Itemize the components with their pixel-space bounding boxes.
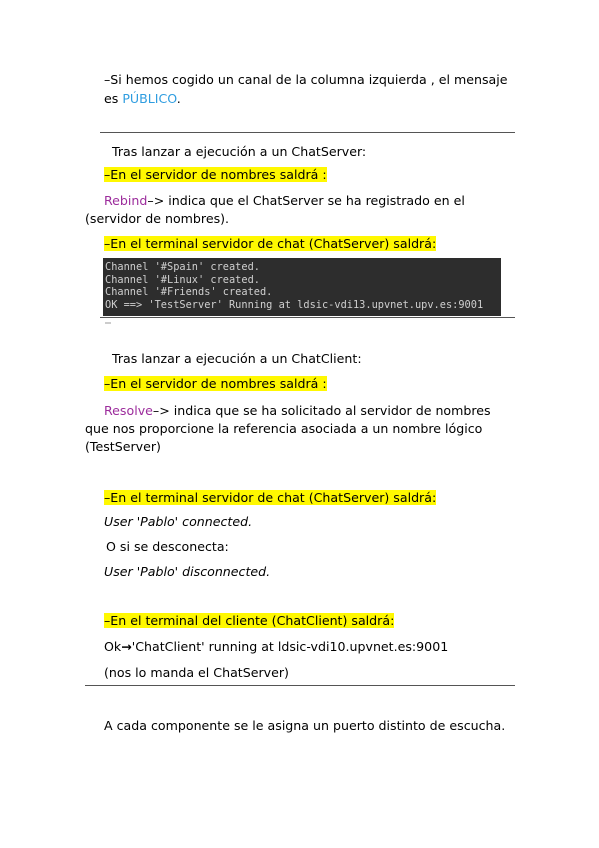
public-message-suffix: .	[176, 91, 181, 106]
public-message-line-1: –Si hemos cogido un canal de la columna izquierda , el mensaje	[104, 72, 508, 87]
public-message-prefix: es	[104, 91, 123, 106]
user-disconnected: User 'Pablo' disconnected.	[104, 564, 271, 579]
ok-running-text: 'ChatClient' running at ldsic-vdi10.upvnet.es:9001	[131, 639, 449, 654]
user-connected: User 'Pablo' connected.	[104, 514, 253, 529]
server-naming-heading-text: –En el servidor de nombres saldrá :	[104, 167, 327, 182]
rebind-line-2: (servidor de nombres).	[85, 211, 230, 226]
ok-prefix: Ok	[104, 639, 122, 654]
rebind-keyword: Rebind	[104, 193, 148, 208]
resolve-description: –> indica que se ha solicitado al servidor de nombres	[152, 403, 491, 418]
chatserver-terminal-heading	[104, 489, 436, 506]
client-naming-heading-text: –En el servidor de nombres saldrá :	[104, 376, 327, 391]
client-terminal-heading-text: –En el terminal del cliente (ChatClient) saldrá:	[104, 613, 395, 628]
public-keyword: PÚBLICO	[122, 91, 177, 106]
chatserver-terminal-heading-text: –En el terminal servidor de chat (ChatServer) saldrá:	[104, 490, 437, 505]
rebind-line-1	[104, 192, 465, 209]
sent-by-server: (nos lo manda el ChatServer)	[104, 665, 289, 680]
terminal-line: Channel '#Spain' created.	[105, 261, 260, 273]
terminal-output	[103, 258, 501, 316]
terminal-cursor	[105, 322, 111, 324]
divider-1	[100, 132, 515, 133]
terminal-line: Channel '#Friends' created.	[105, 286, 273, 298]
resolve-keyword: Resolve	[104, 403, 153, 418]
terminal-line: Channel '#Linux' created.	[105, 273, 260, 286]
closing-sentence: A cada componente se le asigna un puerto distinto de escucha.	[104, 718, 506, 733]
resolve-line-2: que nos proporcione la referencia asociada a un nombre lógico	[85, 421, 483, 436]
divider-2	[100, 317, 515, 318]
server-naming-heading	[104, 166, 327, 183]
server-terminal-heading-text: –En el terminal servidor de chat (ChatServer) saldrá:	[104, 236, 437, 251]
public-message-line-2	[104, 90, 181, 107]
terminal-line: OK ==> 'TestServer' Running at ldsic-vdi13.upvnet.upv.es:9001	[105, 298, 484, 311]
client-naming-heading	[104, 375, 327, 392]
divider-3	[85, 685, 515, 686]
server-terminal-heading	[104, 235, 436, 252]
resolve-line-3: (TestServer)	[85, 439, 161, 454]
client-intro: Tras lanzar a ejecución a un ChatClient:	[112, 351, 362, 366]
or-disconnect: O si se desconecta:	[106, 539, 229, 554]
server-intro: Tras lanzar a ejecución a un ChatServer:	[112, 144, 367, 159]
rebind-description: –> indica que el ChatServer se ha registrado en el	[147, 193, 465, 208]
arrow-icon: →	[121, 639, 132, 654]
resolve-line-1	[104, 402, 491, 419]
client-terminal-heading	[104, 612, 394, 629]
client-ok-line	[104, 638, 448, 655]
